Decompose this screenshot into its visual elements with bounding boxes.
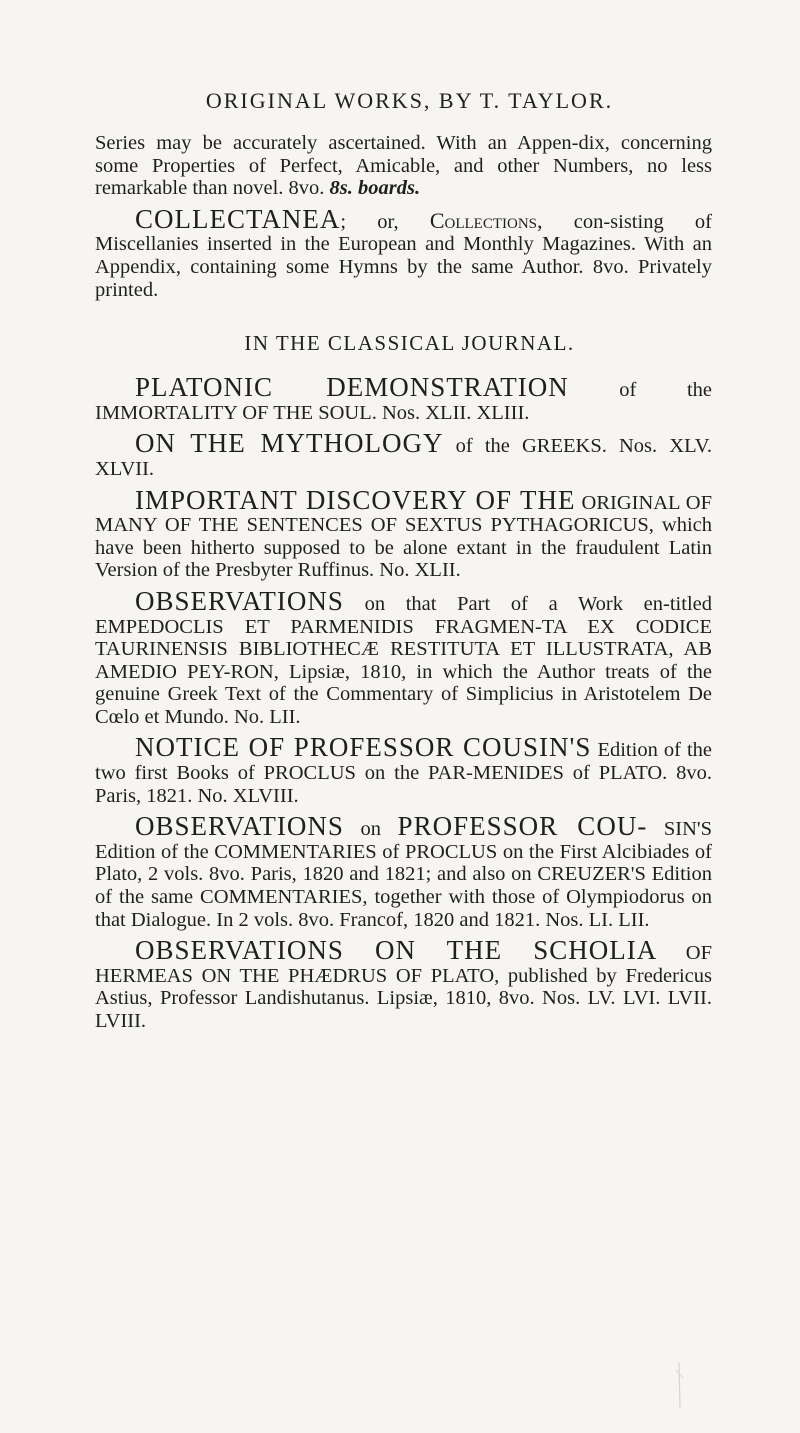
entry-notice: [95, 732, 713, 807]
entry-lead: OBSERVATIONS ON THE SCHOLIA: [135, 935, 658, 966]
entry-discovery: [95, 484, 712, 582]
entry-lead: IMPORTANT DISCOVERY OF THE: [135, 484, 576, 515]
running-head: ORIGINAL WORKS, BY T. TAYLOR.: [205, 88, 614, 113]
entry-price: 8s. boards.: [329, 177, 421, 200]
entry-lead: NOTICE OF PROFESSOR COUSIN'S: [135, 732, 592, 763]
entry-lead: OBSERVATIONS: [135, 811, 344, 842]
entry-lead-secondary: PROFESSOR COU-: [397, 811, 648, 842]
entry-text: Series may be accurately ascertained. With an Appen-dix, concerning some Properties of Perfect, Amicable, and other Numbers, no less remarkable than novel. 8vo.: [95, 132, 712, 200]
entry-series: [95, 132, 712, 200]
entry-lead-mid: on: [360, 818, 381, 841]
entry-collectanea: [95, 203, 712, 301]
entry-text: ORIGINAL OF MANY OF THE SENTENCES OF SEXTUS PYTHAGORICUS, which have been hitherto supposed to be alone extant in the fraudulent Latin Version of the Presbyter Ruffinus. No. XLII.: [95, 491, 712, 582]
entry-text: of the IMMORTALITY OF THE SOUL. Nos. XLII. XLIII.: [95, 379, 712, 424]
entry-lead-sep: ; or,: [340, 210, 399, 233]
entry-lead: COLLECTANEA: [135, 203, 341, 234]
section-heading: IN THE CLASSICAL JOURNAL.: [244, 331, 575, 356]
entry-mythology: [95, 428, 712, 480]
paper-mark-icon: [670, 1360, 688, 1410]
entry-lead: PLATONIC DEMONSTRATION: [135, 372, 569, 403]
entry-observations-3: [95, 935, 713, 1032]
entry-text: of the GREEKS. Nos. XLV. XLVII.: [95, 435, 712, 480]
entry-text: SIN'S Edition of the COMMENTARIES of PROCLUS on the First Alcibiades of Plato, 2 vols. 8vo. Paris, 1820 and 1821; and also on CREUZER'S Edition of the same COMMENTARIES, together with those of Olympiodorus on that Dialogue. In 2 vols. 8vo. Francof, 1820 and 1821. Nos. LI. LII.: [95, 818, 713, 931]
entry-subtitle: Collections,: [429, 207, 543, 233]
entry-observations-2: [95, 811, 713, 931]
entry-observations-1: [95, 585, 712, 729]
entry-platonic: [95, 372, 712, 424]
entry-text: OF HERMEAS ON THE PHÆDRUS OF PLATO, published by Fredericus Astius, Professor Landishutanus. Lipsiæ, 1810, 8vo. Nos. LV. LVI. LVII. LVIII.: [95, 942, 713, 1032]
entry-lead: OBSERVATIONS: [135, 585, 344, 616]
entry-text: on that Part of a Work en-titled EMPEDOCLIS ET PARMENIDIS FRAGMEN-TA EX CODICE TAURINENSIS BIBLIOTHECÆ RESTITUTA ET ILLUSTRATA, AB AMEDIO PEY-RON, Lipsiæ, 1810, in which the Author treats of the genuine Greek Text of the Commentary of Simplicius in Aristotelem De Cœlo et Mundo. No. LII.: [95, 592, 712, 728]
entry-lead: ON THE MYTHOLOGY: [135, 428, 444, 459]
entry-text: con-sisting of Miscellanies inserted in the European and Monthly Magazines. With an Appendix, containing some Hymns by the same Author. 8vo. Privately printed.: [95, 210, 712, 301]
entry-text: Edition of the two first Books of PROCLUS on the PAR-MENIDES of PLATO. 8vo. Paris, 1821. No. XLVIII.: [95, 739, 713, 807]
